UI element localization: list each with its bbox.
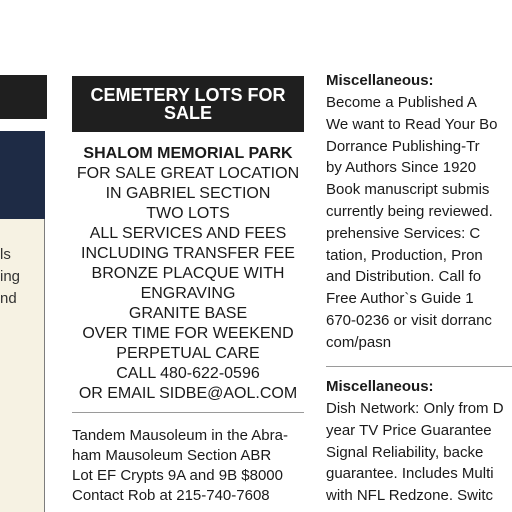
cemetery-ad-line: PERPETUAL CARE: [116, 345, 260, 362]
cemetery-ad-phone: CALL 480-622-0596: [116, 365, 260, 382]
left-column-line: ing: [0, 268, 21, 285]
misc-ad-1-category: Miscellaneous:: [326, 72, 434, 89]
ad-divider: [72, 412, 304, 413]
misc-ad-1-line: and Distribution. Call fo: [326, 268, 482, 286]
misc-ad-1-line: Become a Published A: [326, 94, 477, 111]
cemetery-ad-header-line: CEMETERY LOTS FOR: [90, 85, 286, 105]
misc-ad-1-line: tation, Production, Pron: [326, 246, 483, 264]
misc-ad-1-line: by Authors Since 1920: [326, 159, 477, 177]
misc-ad-1-line: We want to Read Your Bo: [326, 115, 498, 133]
left-column-line: ls: [0, 246, 11, 263]
cemetery-ad-line: IN GABRIEL SECTION: [105, 185, 271, 202]
cemetery-ad-line: OVER TIME FOR WEEKEND: [82, 325, 294, 342]
left-column-header-bar: [0, 75, 47, 119]
misc-ad-1-line: 670-0236 or visit dorranc: [326, 311, 492, 329]
left-column-navy-block: [0, 131, 45, 219]
misc-ad-1-body: [326, 92, 498, 354]
misc-ad-2-line: with NFL Redzone. Switc: [326, 487, 494, 505]
cemetery-ad-line: TWO LOTS: [146, 205, 230, 222]
misc-ad-2-line: year TV Price Guarantee: [326, 421, 492, 439]
cemetery-ad-line: ENGRAVING: [140, 285, 236, 302]
cemetery-ad-header-line: SALE: [163, 103, 212, 123]
cemetery-ad-body: [72, 144, 304, 404]
mausoleum-ad-line: Contact Rob at 215-740-7608: [72, 487, 270, 504]
misc-ad-1-line: Book manuscript submis: [326, 181, 490, 199]
cemetery-ad-email: OR EMAIL SIDBE@AOL.COM: [78, 385, 298, 402]
misc-ad-1-line: currently being reviewed.: [326, 202, 493, 220]
misc-ad-2-line: guarantee. Includes Multi: [326, 465, 494, 483]
cemetery-ad-title: SHALOM MEMORIAL PARK: [83, 145, 293, 162]
misc-ad-1-line: prehensive Services: C: [326, 224, 481, 242]
cemetery-ad-line: BRONZE PLACQUE WITH: [91, 265, 285, 282]
misc-ad-1-line: com/pasn: [326, 333, 392, 351]
cemetery-ad-line: ALL SERVICES AND FEES: [89, 225, 287, 242]
cemetery-ad-line: INCLUDING TRANSFER FEE: [81, 245, 295, 262]
misc-ad-2-category: Miscellaneous:: [326, 378, 434, 395]
ad-divider: [326, 366, 512, 367]
cemetery-ad-line: FOR SALE GREAT LOCATION: [76, 165, 300, 182]
mausoleum-ad-line: ham Mausoleum Section ABR: [72, 447, 272, 464]
cemetery-ad-line: GRANITE BASE: [128, 305, 248, 322]
misc-ad-1-line: Dorrance Publishing-Tr: [326, 137, 480, 155]
right-column: [326, 0, 512, 512]
misc-ad-2-body: [326, 398, 504, 507]
left-column-line: nd: [0, 290, 17, 307]
cemetery-ad-header: [72, 76, 304, 132]
mausoleum-ad: [72, 426, 304, 506]
left-column: [0, 0, 47, 512]
misc-ad-2-line: Dish Network: Only from D: [326, 400, 504, 417]
mausoleum-ad-line: Lot EF Crypts 9A and 9B $8000: [72, 467, 283, 484]
mausoleum-ad-line: Tandem Mausoleum in the Abra-: [72, 427, 288, 444]
left-column-text: [0, 244, 20, 310]
misc-ad-1-line: Free Author`s Guide 1: [326, 290, 474, 308]
misc-ad-2-line: Signal Reliability, backe: [326, 443, 484, 461]
